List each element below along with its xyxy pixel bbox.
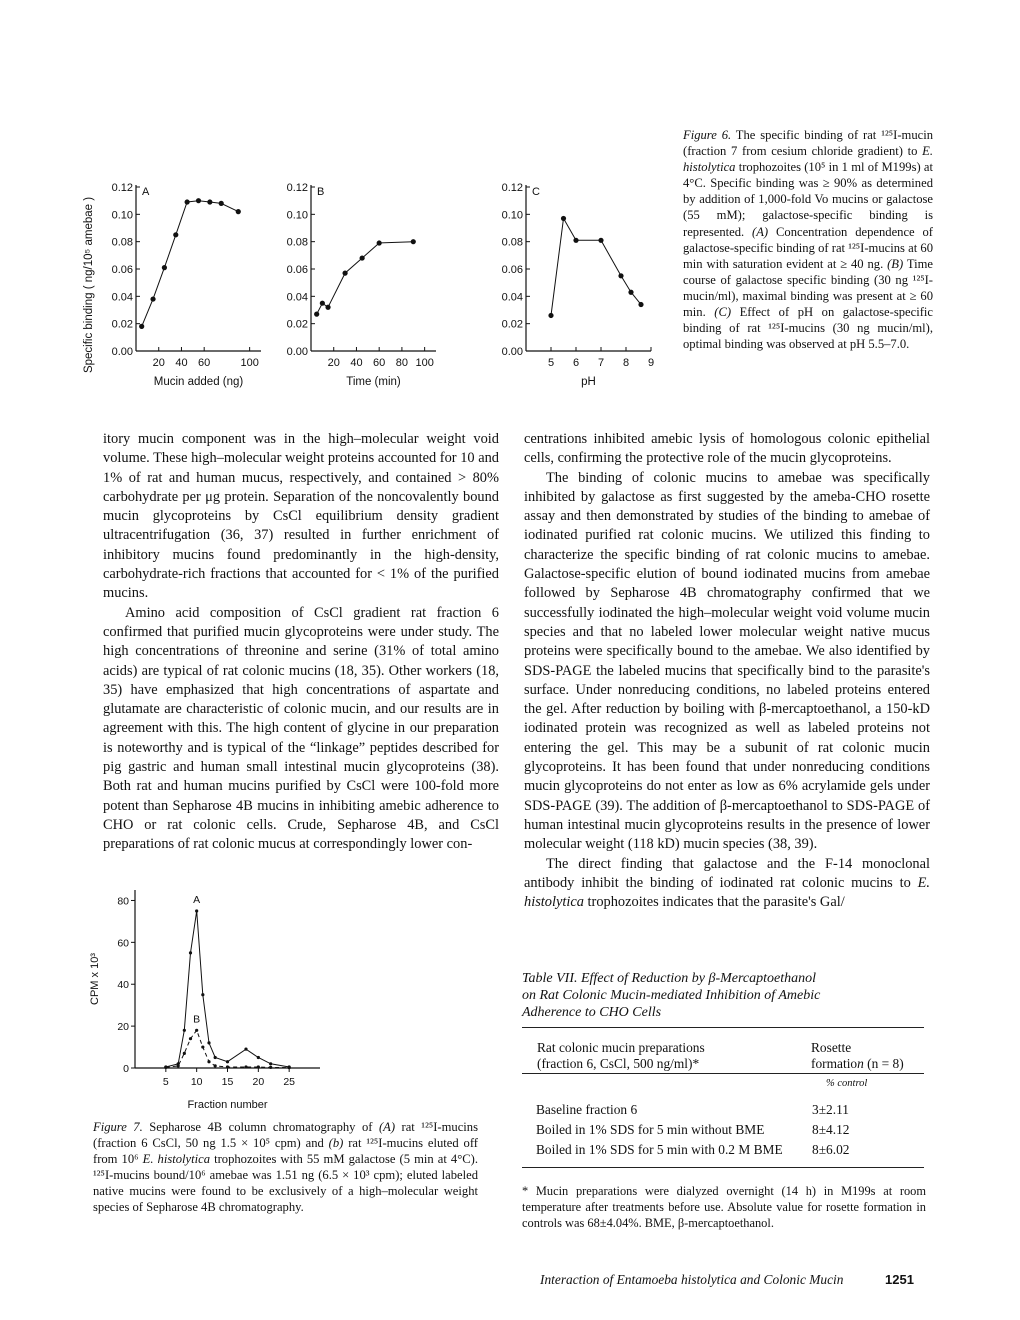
y-tick-label: 20	[117, 1021, 129, 1034]
y-tick-label: 0.10	[286, 209, 308, 222]
data-point	[269, 1066, 272, 1069]
running-title: Interaction of Entamoeba histolytica and Colonic Mucin	[540, 1272, 844, 1287]
x-axis-label: Fraction number	[187, 1099, 268, 1111]
table-footnote: * Mucin preparations were dialyzed overnight (14 h) in M199s at room temperature after treatments before use. Absolute value for rosette formation in controls was 68±4.04%. BME, β-mercaptoethanol.	[522, 1184, 926, 1231]
data-point	[561, 216, 566, 221]
x-tick-label: 10	[190, 1076, 203, 1088]
table-title-line: on Rat Colonic Mucin-mediated Inhibition of Amebic	[522, 988, 821, 1003]
table-body	[536, 1102, 916, 1162]
data-point	[195, 1029, 198, 1032]
data-point	[325, 305, 330, 310]
data-point	[638, 302, 643, 307]
data-point	[548, 313, 553, 318]
data-point	[226, 1065, 229, 1068]
right-paragraph-2: The binding of colonic mucins to amebae was specifically inhibited by galactose as first suggested by the ameba-CHO rosette assay and then demonstrated by studies of the binding to amebae of iodinated purified rat colonic mucins. We utilized this finding to characterize the specific binding of rat colonic mucins to amebae. Galactose-specific elution of bound iodinated mucins from amebae followed by Sepharose 4B chromatography confirmed that we successfully iodinated the high–molecular weight void volume mucin species and that no labeled lower molecular weight native mucus proteins were specifically bound to the amebae. We also identified by SDS-PAGE the labeled mucins that specifically bind to the parasite's surface. Under nonreducing conditions, no labeled proteins entered the gel. After reduction by boiling with β-mercaptoethanol, a 150-kD iodinated protein was recognized as well as labeled proteins not entering the gel. This may be a subunit of rat colonic mucin glycoproteins. It has been found that under nonreducing conditions mucin glycoproteins do not enter as low as 6% acrylamide gels under SDS-PAGE (39). The addition of β-mercaptoethanol to SDS-PAGE of human intestinal mucin glycoproteins results in the presence of lower molecular weight (118 kD) mucin species (38, 39).	[524, 469, 930, 853]
data-point	[269, 1062, 272, 1065]
table-top-rule	[522, 1027, 924, 1028]
x-tick-label: 8	[622, 357, 630, 369]
x-tick-label: 60	[198, 357, 211, 369]
data-point	[219, 201, 224, 206]
data-point	[177, 1064, 180, 1067]
data-point	[201, 1045, 204, 1048]
x-axis-label: pH	[581, 376, 596, 388]
data-point	[314, 312, 319, 317]
data-point	[173, 232, 178, 237]
x-tick-label: 9	[647, 357, 655, 369]
x-tick-label: 5	[547, 357, 555, 369]
x-tick-label: 100	[240, 357, 259, 369]
panel-letter: A	[142, 186, 150, 198]
data-point	[618, 273, 623, 278]
y-tick-label: 0.10	[501, 209, 523, 222]
figure-6-chart	[76, 165, 666, 400]
x-tick-label: 80	[395, 357, 409, 369]
header-line: Rosette	[811, 1040, 852, 1055]
table-bottom-rule	[522, 1167, 924, 1168]
x-tick-label: 6	[572, 357, 580, 369]
data-point	[183, 1052, 186, 1055]
panel-c	[502, 182, 654, 388]
table-col2-header	[811, 1040, 904, 1072]
y-tick-label: 0.12	[111, 182, 133, 194]
y-tick-label: 0.04	[111, 291, 133, 304]
y-tick-label: 60	[117, 937, 129, 950]
data-point	[196, 198, 201, 203]
y-tick-label: 0.08	[501, 236, 523, 249]
data-point	[257, 1056, 260, 1059]
data-point	[207, 1041, 210, 1044]
data-point	[411, 239, 416, 244]
y-tick-label: 80	[117, 895, 129, 908]
data-point	[201, 993, 204, 996]
x-tick-label: 100	[415, 357, 434, 369]
data-point	[139, 324, 144, 329]
y-axis-label: CPM x 10³	[89, 953, 101, 1005]
right-paragraph-1: centrations inhibited amebic lysis of homologous colonic epithelial cells, confirming the protective role of the mucin glycoproteins.	[524, 431, 930, 467]
series-line	[142, 201, 239, 327]
x-tick-label: 20	[327, 357, 340, 369]
left-paragraph-1: itory mucin component was in the high–molecular weight void volume. These high–molecular weight proteins accounted for 10 and 1% of rat and human mucus, respectively, and contained > 80% carbohydrate per μg protein. Separation of the noncovalently bound mucin glycoproteins by CsCl equilibrium density gradient ultracentrifugation (36, 37) resulted in further enrichment of inhibitory mucins found predominantly in the high-density, carbohydrate-rich fractions that accounted for < 1% of the purified mucins.	[103, 431, 499, 602]
table-cell-value: 8±6.02	[812, 1142, 850, 1157]
figure-7-chart	[80, 875, 380, 1115]
series-label: B	[193, 1013, 201, 1026]
table-col1-header	[537, 1040, 705, 1072]
x-tick-label: 20	[152, 357, 165, 369]
data-point	[207, 1060, 210, 1063]
table-unit: % control	[826, 1078, 868, 1089]
right-paragraph-3: The direct finding that galactose and the F-14 monoclonal antibody inhibit the binding of iodinated rat colonic mucins to E. histolytica trophozoites indicates that the parasite's Gal/	[524, 855, 930, 911]
figure-6	[76, 165, 666, 400]
table-cell-label: Boiled in 1% SDS for 5 min with 0.2 M BME	[536, 1142, 783, 1157]
left-paragraph-2: Amino acid composition of CsCl gradient rat fraction 6 confirmed that purified mucin glycoproteins were under study. The high concentrations of threonine and serine (31% of total amino acids) are typical of rat colonic mucins (18, 35). Other workers (18, 35) have emphasized that high concentrations of aspartate and glutamate are characteristic of colonic mucin, and our results are in agreement with this. The high content of glycine in our preparation is noteworthy and is typical of the “linkage” peptides described for pig gastric and human small intestinal mucin glycoproteins (38). Both rat and human mucins purified by CsCl were 100-fold more potent than Sepharose 4B mucins in inhibiting amebic adherence to CHO or rat colonic cells. Crude, Sepharose 4B, and CsCl preparations of rat colonic mucus at correspondingly lower con-	[103, 604, 499, 853]
header-line: (fraction 6, CsCl, 500 ng/ml)*	[537, 1056, 700, 1071]
y-tick-label: 0.02	[286, 318, 308, 331]
y-axis-label: Specific binding ( ng/10⁵ amebae )	[83, 196, 95, 374]
left-column	[103, 430, 499, 855]
data-point	[185, 199, 190, 204]
data-point	[360, 255, 365, 260]
data-point	[628, 290, 633, 295]
figure-6-caption: Figure 6. The specific binding of rat ¹²⁵I-mucin (fraction 7 from cesium chloride gradient) to E. histolytica trophozoites (10⁵ in 1 ml of M199s) at 4°C. Specific binding was ≥ 90% as determined by addition of 1,000-fold Vo mucins or galactose (55 mM); galactose-specific binding is represented. (A) Concentration dependence of galactose-specific binding of rat ¹²⁵I-mucins at 60 min with saturation evident at ≥ 40 ng. (B) Time course of galactose specific binding (30 ng ¹²⁵I-mucin/ml), maximal binding was present at ≥ 60 min. (C) Effect of pH on galactose-specific binding of rat ¹²⁵I-mucins (30 ng mucin/ml), optimal binding was observed at pH 5.5–7.0.	[683, 128, 933, 352]
y-tick-label: 0.04	[501, 291, 523, 304]
table-7-title	[522, 970, 932, 1021]
table-row	[536, 1142, 916, 1162]
header-line: formation (n = 8)	[811, 1056, 904, 1071]
y-tick-label: 0.12	[501, 182, 523, 194]
panel-letter: B	[317, 186, 325, 198]
data-point	[214, 1056, 217, 1059]
series-line	[551, 218, 641, 315]
series-label: A	[193, 893, 201, 906]
table-row	[536, 1102, 916, 1122]
table-title-line: Adherence to CHO Cells	[522, 1005, 662, 1020]
y-tick-label: 0.08	[111, 236, 133, 249]
data-point	[236, 209, 241, 214]
y-tick-label: 0.00	[111, 346, 133, 358]
y-tick-label: 0.04	[286, 291, 308, 304]
data-point	[207, 199, 212, 204]
y-tick-label: 0.02	[501, 318, 523, 331]
y-tick-label: 0.06	[286, 264, 308, 276]
data-point	[189, 1037, 192, 1040]
data-point	[598, 238, 603, 243]
y-tick-label: 0	[123, 1063, 129, 1075]
data-point	[189, 951, 192, 954]
panel-b	[287, 182, 436, 388]
x-tick-label: 7	[597, 357, 605, 369]
header-line: Rat colonic mucin preparations	[537, 1040, 705, 1055]
x-axis-label: Time (min)	[346, 376, 401, 388]
data-point	[573, 238, 578, 243]
y-tick-label: 0.02	[111, 318, 133, 331]
series-line	[317, 242, 414, 314]
x-tick-label: 60	[373, 357, 386, 369]
table-row	[536, 1122, 916, 1142]
table-header-rule	[522, 1073, 924, 1074]
data-point	[195, 909, 198, 912]
data-point	[226, 1060, 229, 1063]
panel-a	[112, 182, 261, 388]
right-column	[524, 430, 930, 912]
y-tick-label: 40	[117, 979, 129, 992]
figure-7-caption: Figure 7. Sepharose 4B column chromatography of (A) rat ¹²⁵I-mucins (fraction 6 CsCl, 50 ng 1.5 × 10⁵ cpm) and (b) rat ¹²⁵I-mucins eluted off from 10⁶ E. histolytica trophozoites with 55 mM galactose (5 min at 4°C). ¹²⁵I-mucins bound/10⁶ amebae was 1.51 ng (6.5 × 10³ cpm); eluted labeled native mucins were found to be exclusively of a high–molecular weight species of Sepharose 4B chromatography.	[93, 1120, 479, 1215]
x-tick-label: 40	[350, 357, 363, 369]
data-point	[183, 1029, 186, 1032]
y-tick-label: 0.10	[111, 209, 133, 222]
y-tick-label: 0.12	[286, 182, 308, 194]
data-point	[342, 271, 347, 276]
data-point	[150, 296, 155, 301]
x-tick-label: 40	[175, 357, 188, 369]
y-tick-label: 0.08	[286, 236, 308, 249]
page-number: 1251	[885, 1272, 914, 1287]
table-cell-value: 8±4.12	[812, 1122, 850, 1137]
figure-7	[80, 875, 380, 1115]
data-point	[164, 1066, 167, 1069]
y-tick-label: 0.00	[286, 346, 308, 358]
data-point	[288, 1066, 291, 1069]
series-line-a	[166, 911, 289, 1067]
data-point	[257, 1065, 260, 1068]
table-title-line: Table VII. Effect of Reduction by β-Mercaptoethanol	[522, 971, 817, 986]
y-tick-label: 0.06	[111, 264, 133, 276]
x-tick-label: 5	[162, 1076, 169, 1088]
y-tick-label: 0.00	[501, 346, 523, 358]
x-axis-label: Mucin added (ng)	[153, 376, 244, 388]
panel-letter: C	[532, 186, 540, 198]
x-tick-label: 25	[283, 1076, 296, 1088]
x-tick-label: 15	[221, 1076, 234, 1088]
table-cell-value: 3±2.11	[812, 1102, 849, 1117]
table-cell-label: Baseline fraction 6	[536, 1102, 638, 1117]
data-point	[214, 1064, 217, 1067]
y-tick-label: 0.06	[501, 264, 523, 276]
table-cell-label: Boiled in 1% SDS for 5 min without BME	[536, 1122, 765, 1137]
data-point	[377, 240, 382, 245]
data-point	[244, 1065, 247, 1068]
x-tick-label: 20	[252, 1076, 265, 1088]
data-point	[244, 1048, 247, 1051]
data-point	[162, 265, 167, 270]
data-point	[320, 301, 325, 306]
